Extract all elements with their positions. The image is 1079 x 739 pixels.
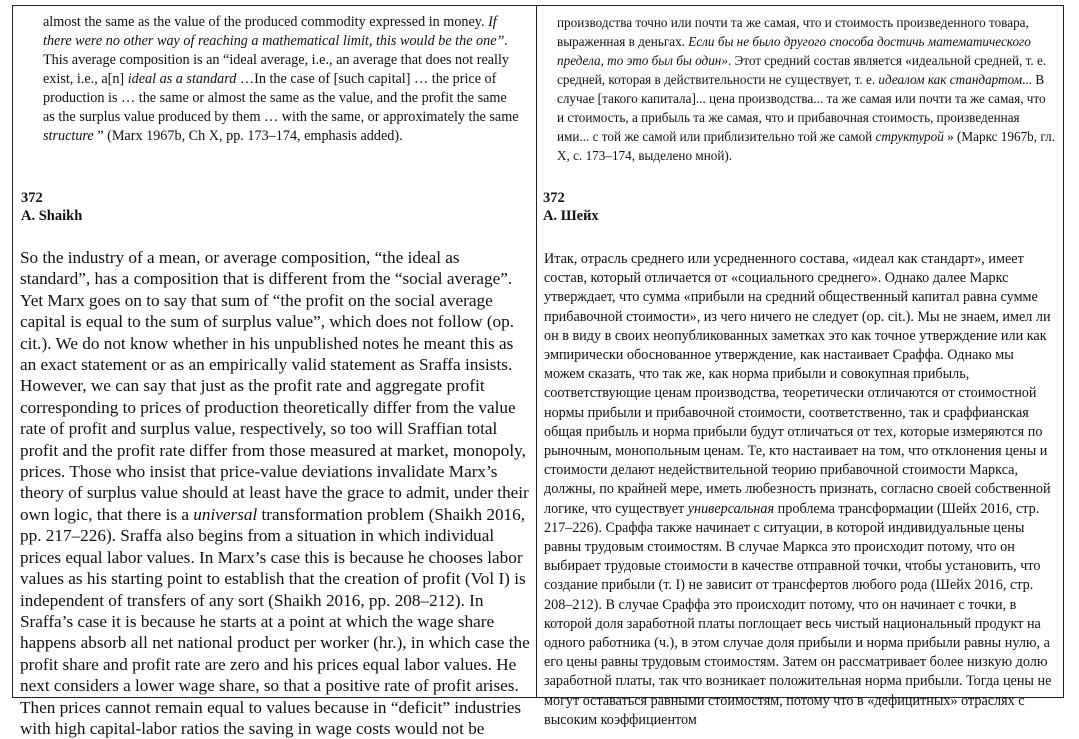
text-segment: This average composition is an “ideal average, i.e., an average that does not really exist, i.e., a[n] [43, 52, 510, 87]
text-segment: ... В случае [такого капитала]... цена производства... та же самая или почти та же самая, что и стоимость, а прибыль та же самая, что и прибавочная стоимость, произведенная ими... с той же самой или приблизительно той же самой [557, 72, 1046, 144]
text-segment: …In the case of [such capital] … the price of production is … the same or almost the same as the value, and the profit the same as the surplus value produced by them … with the same, or approximately the same [43, 71, 519, 125]
page-number: 372 [21, 190, 43, 206]
italic-text-segment: идеалом как стандартом [878, 72, 1023, 87]
russian-block-quote [557, 13, 1055, 165]
text-segment: Итак, отрасль среднего или усредненного состава, «идеал как стандарт», имеет состав, который отличается от «социального среднего». Однако далее Маркс утверждает, что сумма «прибыли на средний общественный капитал равна сумме прибавочной стоимости», из чего ничего не следует (op. cit.). Мы не знаем, имел ли он в виду в своих неопубликованных заметках это как точное утверждение или как эмпирически обоснованное утверждение, как настаивает Сраффа. Однако мы можем сказать, что так же, как норма прибыли и совокупная прибыль, соответствующие ценам производства, теоретически отличаются от стоимостной нормы прибыли и прибавочной стоимости, соответственно, так и сраффианская общая прибыль и норма прибыли будут отличаться от тех, которые измеряются по рыночным, монопольным ценам. Те, кто настаивает на том, что отклонения цены и стоимости делают недействительной теорию прибавочной стоимости Маркса, должны, по крайней мере, иметь любезность признать, согласно своей собственной логике, что существует [544, 251, 1051, 517]
text-segment: проблема трансформации (Шейх 2016, стр. 217–226). Сраффа также начинает с ситуации, в которой индивидуальные цены равны трудовым стоимостям. В случае Маркса это происходит потому, что он выбирает трудовые стоимости в качестве отправной точки, чтобы установить, что создание прибыли (т. I) не зависит от трансфертов любого рода (Шейх 2016, стр. 208–212). В случае Сраффа это происходит потому, что он начинает с точки, в которой доля заработной платы поглощает весь чистый национальный продукт на одного работника (ч.), в этом случае доля прибыли и норма прибыли равны нулю, а его цены равны трудовым стоимостям. Затем он рассматривает более низкую долю заработной платы, так что возникает положительная норма прибыли. Тогда цены не могут оставаться равными стоимостям, потому что в «дефицитных» отраслях с высоким коэффициентом [544, 500, 1052, 728]
english-page-header [21, 189, 82, 225]
text-segment: almost the same as the value of the produced commodity expressed in money. [43, 14, 489, 30]
italic-text-segment: ideal as a standard [127, 71, 237, 87]
text-segment: So the industry of a mean, or average composition, “the ideal as standard”, has a composition that is different from the “social average”. Yet Marx goes on to say that sum of “the profit on the social average capital is equal to the sum of surplus value”, which does not follow (op. cit.). We do not know whether in his unpublished notes he meant this as an exact statement or as an empirically valid statement as Sraffa insists. However, we can say that just as the profit rate and aggregate profit corresponding to prices of production theoretically differ from the value rate of profit and surplus value, respectively, so too will Sraffian total profit and the profit rate differ from those measured at market, monopoly, prices. Those who insist that price-value deviations invalidate Marx’s theory of surplus value should at least have the grace to admit, under their own logic, that there is a [20, 248, 529, 524]
english-block-quote [43, 13, 522, 146]
russian-column [537, 6, 1063, 728]
author-name: A. Shaikh [21, 208, 83, 224]
italic-text-segment: universal [193, 504, 258, 524]
page-number: 372 [543, 190, 565, 206]
italic-text-segment: универсальная [687, 500, 775, 517]
italic-text-segment: If there were no other way of reaching a mathematical limit, this would be the one”. [43, 14, 508, 49]
bilingual-page-table [12, 5, 1064, 738]
english-column [13, 6, 537, 738]
english-body-paragraph [20, 247, 530, 739]
text-segment: производства точно или почти та же самая, что и стоимость произведенного товара, выраженная в деньгах. [557, 15, 1029, 49]
text-segment: » (Маркс 1967b, гл. X, с. 173–174, выделено мной). [557, 129, 1055, 163]
russian-page-header [543, 189, 599, 225]
italic-text-segment: Если бы не было другого способа достичь математического предела, то это был бы один» [557, 34, 1031, 68]
author-name: А. Шейх [543, 208, 599, 224]
text-segment: ” (Marx 1967b, Ch X, pp. 173–174, emphasis added). [93, 128, 403, 144]
text-segment: transformation problem (Shaikh 2016, pp. 217–226). Sraffa also begins from a situation in which individual prices equal labor values. In Marx’s case this is because he chooses labor values as his starting point to establish that the creation of profit (Vol I) is independent of transfers of any sort (Shaikh 2016, pp. 208–212). In Sraffa’s case it is because he starts at a point at which the wage share happens absorb all net national product per worker (hr.), in which case the profit share and profit rate are zero and his prices equal labor values. He next considers a lower wage share, so that a positive rate of profit arises. Then prices cannot remain equal to values because in “deficit” industries with high capital-labor ratios the saving in wage costs would not be [20, 504, 530, 738]
italic-text-segment: structure [43, 128, 94, 144]
text-segment: . Этот средний состав является «идеальной средней, т. е. средней, которая в действительности не существует, т. е. [557, 53, 1047, 87]
russian-body-paragraph [544, 250, 1057, 730]
italic-text-segment: структурой [875, 129, 944, 144]
